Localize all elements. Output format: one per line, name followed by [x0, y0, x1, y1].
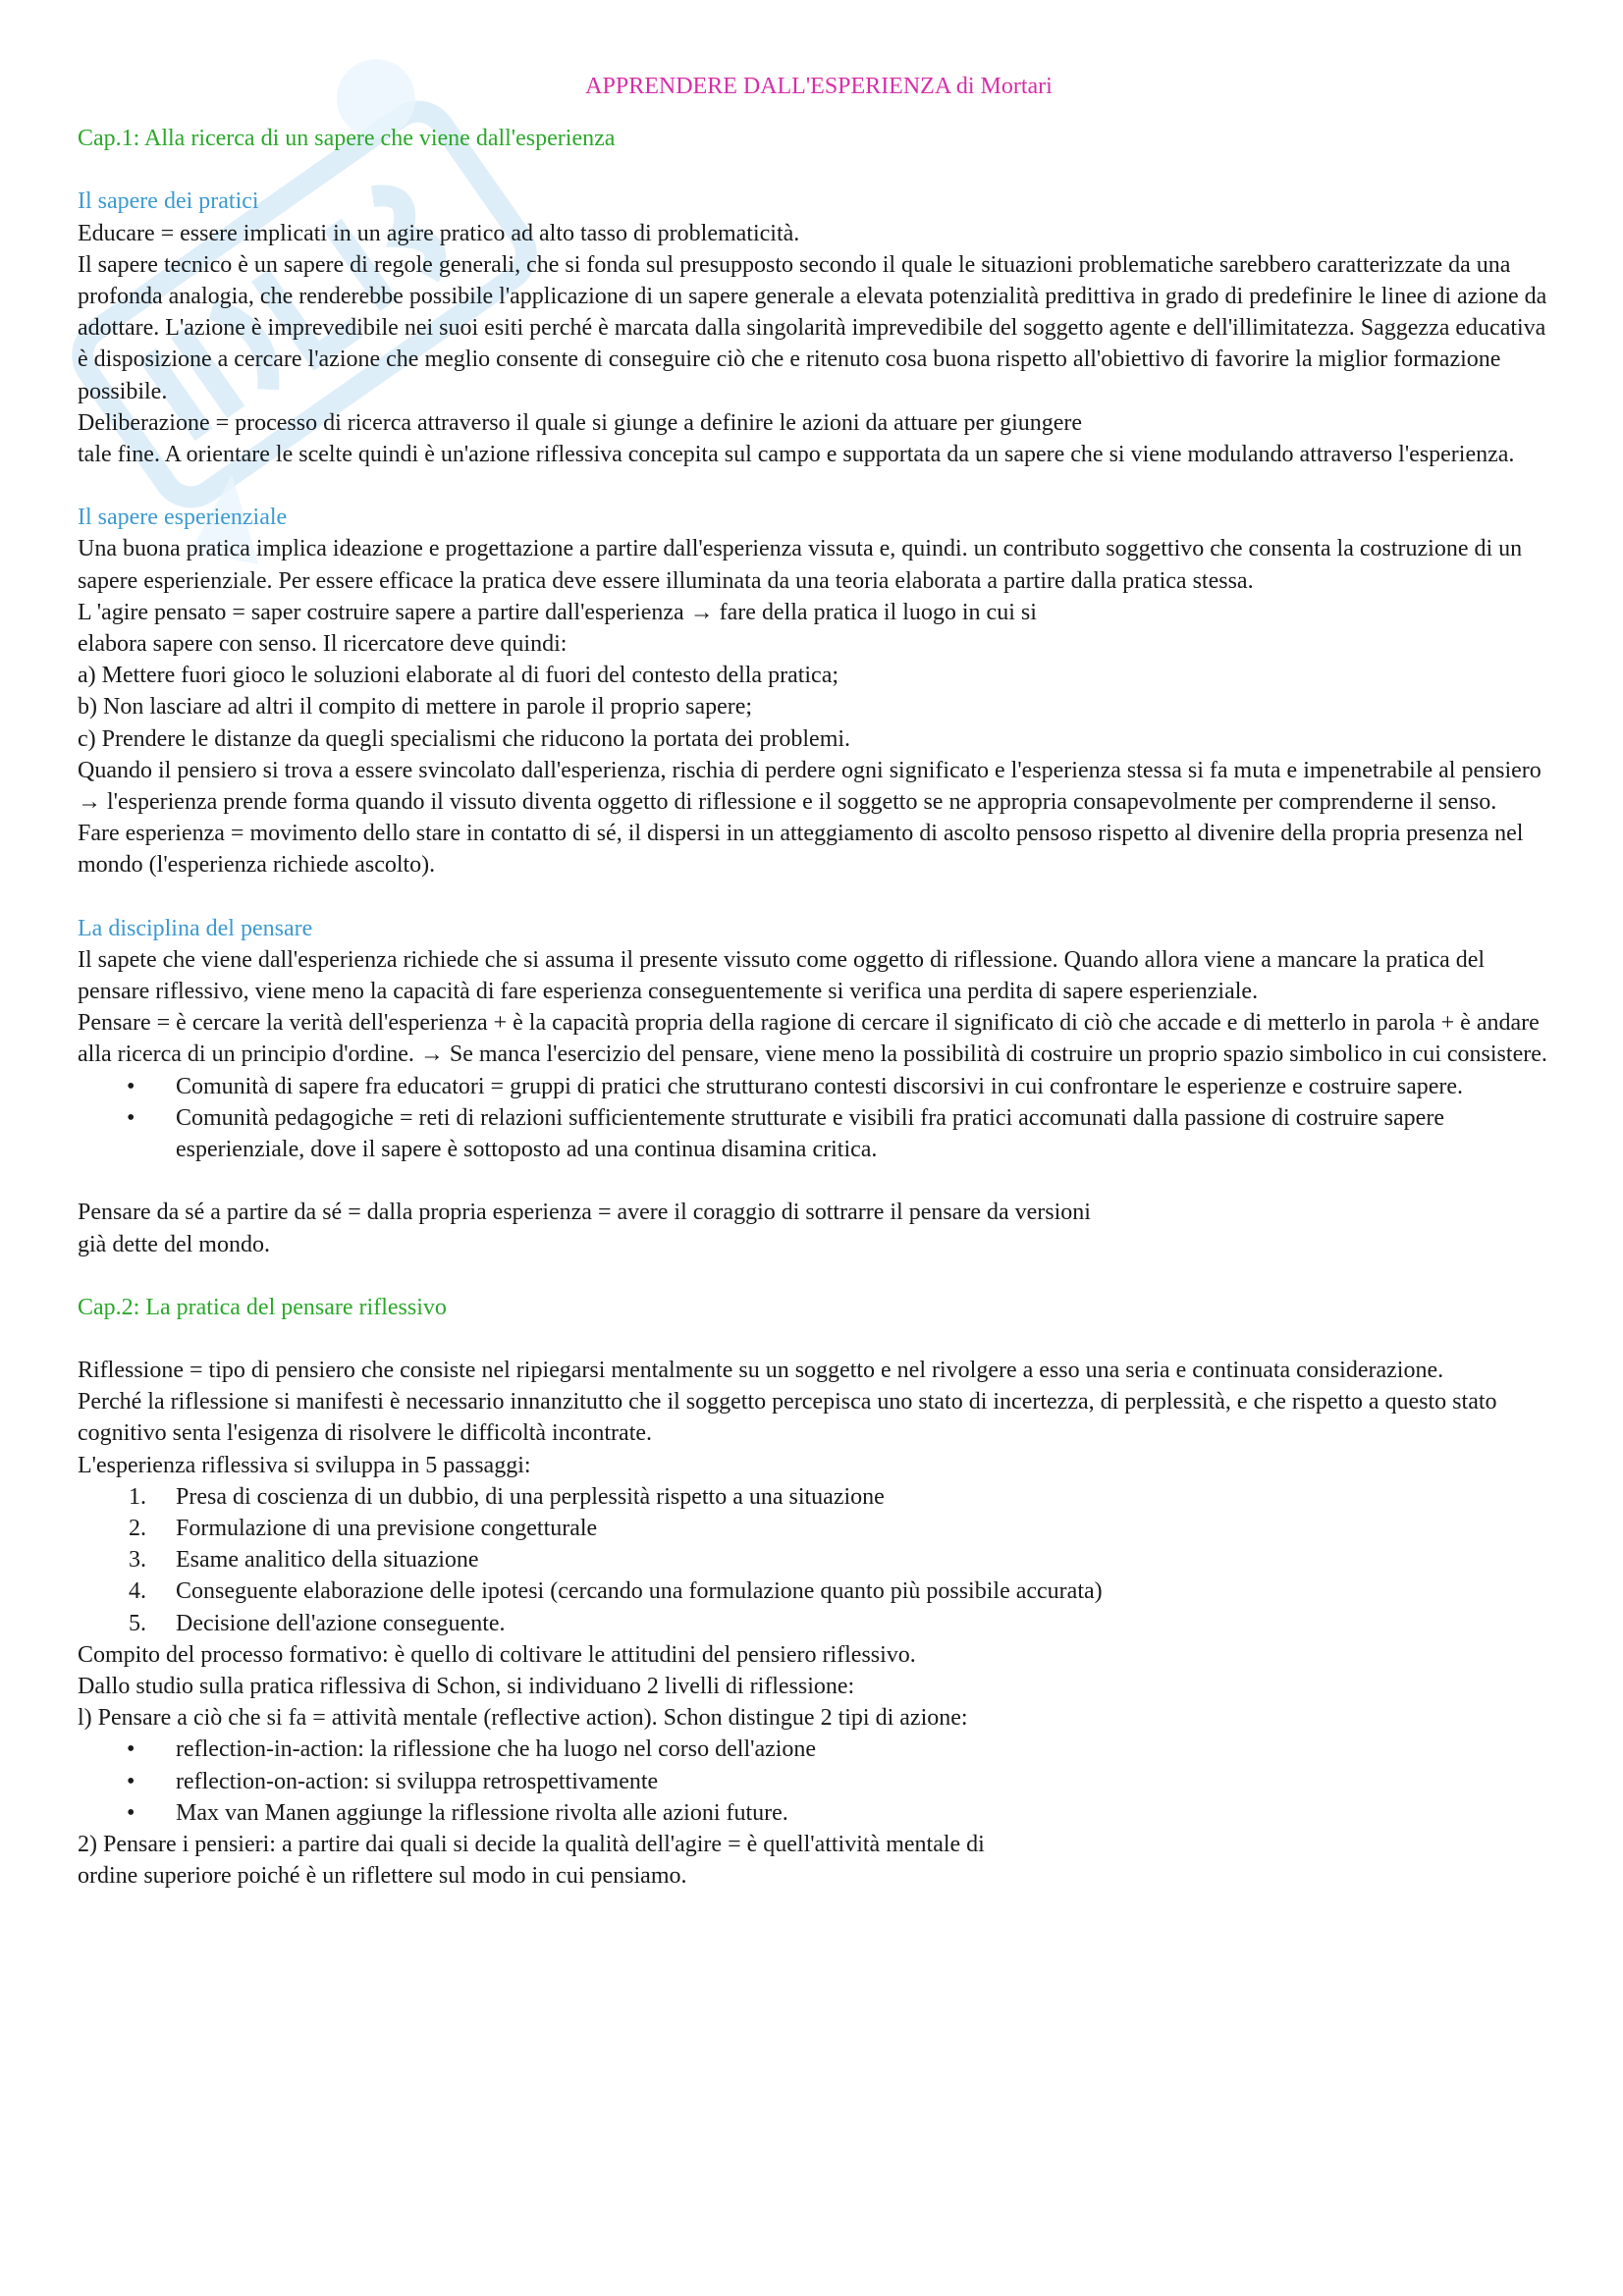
- paragraph: l) Pensare a ciò che si fa = attività mentale (reflective action). Schon distingue 2 tipi di azione:: [78, 1705, 968, 1732]
- paragraph: Fare esperienza = movimento dello stare in contatto di sé, il dispersi in un atteggiamento di ascolto pensoso rispetto al divenire della propria presenza nel mondo (l'esperienza richiede ascolto).: [78, 821, 1524, 879]
- paragraph: Deliberazione = processo di ricerca attraverso il quale si giunge a definire le azioni da attuare per giungere: [78, 409, 1083, 436]
- document-page: [78, 71, 1560, 1892]
- paragraph: Pensare da sé a partire da sé = dalla propria esperienza = avere il coraggio di sottrarre il pensare da versioni: [78, 1200, 1091, 1226]
- list-item: • Max van Manen aggiunge la riflessione rivolta alle azioni future.: [176, 1797, 1560, 1829]
- list-item: 3. Esame analitico della situazione: [129, 1547, 479, 1574]
- paragraph: tale fine. A orientare le scelte quindi è un'azione riflessiva concepita sul campo e supportata da un sapere che si viene modulando attraverso l'esperienza.: [78, 442, 1515, 468]
- list-item: 1. Presa di coscienza di un dubbio, di una perplessità rispetto a una situazione: [129, 1483, 885, 1510]
- section-heading-sapere-pratici: Il sapere dei pratici: [78, 188, 259, 215]
- paragraph: Una buona pratica implica ideazione e progettazione a partire dall'esperienza vissuta e, quindi. un contributo soggettivo che consenta la costruzione di un sapere esperienziale. Per essere efficace la pratica deve essere illuminata da una teoria elaborata a partire dalla pratica stessa.: [78, 536, 1523, 594]
- list-item: • Comunità pedagogiche = reti di relazioni sufficientemente strutturate e visibili fra pratici accomunati dalla passione di costruire sapere esperienziale, dove il sapere è sottoposto ad una continua disamina critica.: [176, 1102, 1560, 1165]
- paragraph: ordine superiore poiché è un riflettere sul modo in cui pensiamo.: [78, 1863, 687, 1890]
- list-item: • Comunità di sapere fra educatori = gruppi di pratici che strutturano contesti discorsivi in cui confrontare le esperienze e costruire sapere.: [176, 1071, 1560, 1102]
- numbered-list: [78, 1481, 1560, 1639]
- bullet-list: [78, 1071, 1560, 1166]
- list-item: 2. Formulazione di una previsione congetturale: [129, 1515, 598, 1541]
- paragraph: elabora sapere con senso. Il ricercatore deve quindi:: [78, 631, 568, 658]
- paragraph: già dette del mondo.: [78, 1231, 270, 1257]
- paragraph: b) Non lasciare ad altri il compito di mettere in parole il proprio sapere;: [78, 694, 753, 721]
- document-title: APPRENDERE DALL'ESPERIENZA di Mortari: [585, 74, 1053, 99]
- paragraph: Il sapere tecnico è un sapere di regole generali, che si fonda sul presupposto secondo il quale le situazioni problematiche sarebbero caratterizzate da una profonda analogia, che renderebbe possibile l'applicazione di un sapere generale a elevata potenzialità predittiva in grado di predefinire le linee di azione da adottare. L'azione è imprevedibile nei suoi esiti perché è marcata dalla singolarità imprevedibile del soggetto agente e dell'illimitatezza. Saggezza educativa è disposizione a cercare l'azione che meglio consente di conseguire ciò che e ritenuto cosa buona rispetto all'obiettivo di favorire la miglior formazione possibile.: [78, 251, 1547, 404]
- bullet-list: [78, 1734, 1560, 1829]
- list-item: • reflection-in-action: la riflessione che ha luogo nel corso dell'azione: [176, 1734, 1560, 1765]
- paragraph: Pensare = è cercare la verità dell'esperienza + è la capacità propria della ragione di cercare il significato di ciò che accade e di metterlo in parola + è andare alla ricerca di un principio d'ordine. → Se manca l'esercizio del pensare, viene meno la possibilità di costruire un proprio spazio simbolico in cui consistere.: [78, 1010, 1547, 1068]
- list-item: 5. Decisione dell'azione conseguente.: [129, 1610, 506, 1636]
- paragraph: Dallo studio sulla pratica riflessiva di Schon, si individuano 2 livelli di riflessione:: [78, 1673, 855, 1699]
- paragraph: 2) Pensare i pensieri: a partire dai quali si decide la qualità dell'agire = è quell'attività mentale di: [78, 1831, 985, 1857]
- paragraph: Riflessione = tipo di pensiero che consiste nel ripiegarsi mentalmente su un soggetto e nel rivolgere a esso una seria e continuata considerazione.: [78, 1357, 1444, 1383]
- paragraph: a) Mettere fuori gioco le soluzioni elaborate al di fuori del contesto della pratica;: [78, 663, 839, 689]
- paragraph: Il sapete che viene dall'esperienza richiede che si assuma il presente vissuto come oggetto di riflessione. Quando allora viene a mancare la pratica del pensare riflessivo, viene meno la capacità di fare esperienza conseguentemente si verifica una perdita di sapere esperienziale.: [78, 946, 1486, 1005]
- section-heading-sapere-esperienziale: Il sapere esperienziale: [78, 505, 288, 531]
- list-item: 4. Conseguente elaborazione delle ipotesi (cercando una formulazione quanto più possibile accurata): [129, 1578, 1103, 1605]
- chapter-1-heading: Cap.1: Alla ricerca di un sapere che viene dall'esperienza: [78, 126, 616, 152]
- paragraph: L 'agire pensato = saper costruire sapere a partire dall'esperienza → fare della pratica il luogo in cui si: [78, 599, 1037, 625]
- paragraph: Compito del processo formativo: è quello di coltivare le attitudini del pensiero riflessivo.: [78, 1641, 916, 1668]
- paragraph: Educare = essere implicati in un agire pratico ad alto tasso di problematicità.: [78, 220, 800, 246]
- paragraph: L'esperienza riflessiva si sviluppa in 5 passaggi:: [78, 1452, 531, 1478]
- paragraph: c) Prendere le distanze da quegli specialismi che riducono la portata dei problemi.: [78, 725, 851, 752]
- paragraph: Quando il pensiero si trova a essere svincolato dall'esperienza, rischia di perdere ogni significato e l'esperienza stessa si fa muta e impenetrabile al pensiero → l'esperienza prende forma quando il vissuto diventa oggetto di riflessione e il soggetto se ne appropria consapevolmente per comprenderne il senso.: [78, 757, 1542, 816]
- chapter-2-heading: Cap.2: La pratica del pensare riflessivo: [78, 1294, 447, 1320]
- section-heading-disciplina-pensare: La disciplina del pensare: [78, 915, 313, 941]
- list-item: • reflection-on-action: si sviluppa retrospettivamente: [176, 1766, 1560, 1797]
- paragraph: Perché la riflessione si manifesti è necessario innanzitutto che il soggetto percepisca uno stato di incertezza, di perplessità, e che rispetto a questo stato cognitivo senta l'esigenza di risolvere le difficoltà incontrate.: [78, 1389, 1497, 1447]
